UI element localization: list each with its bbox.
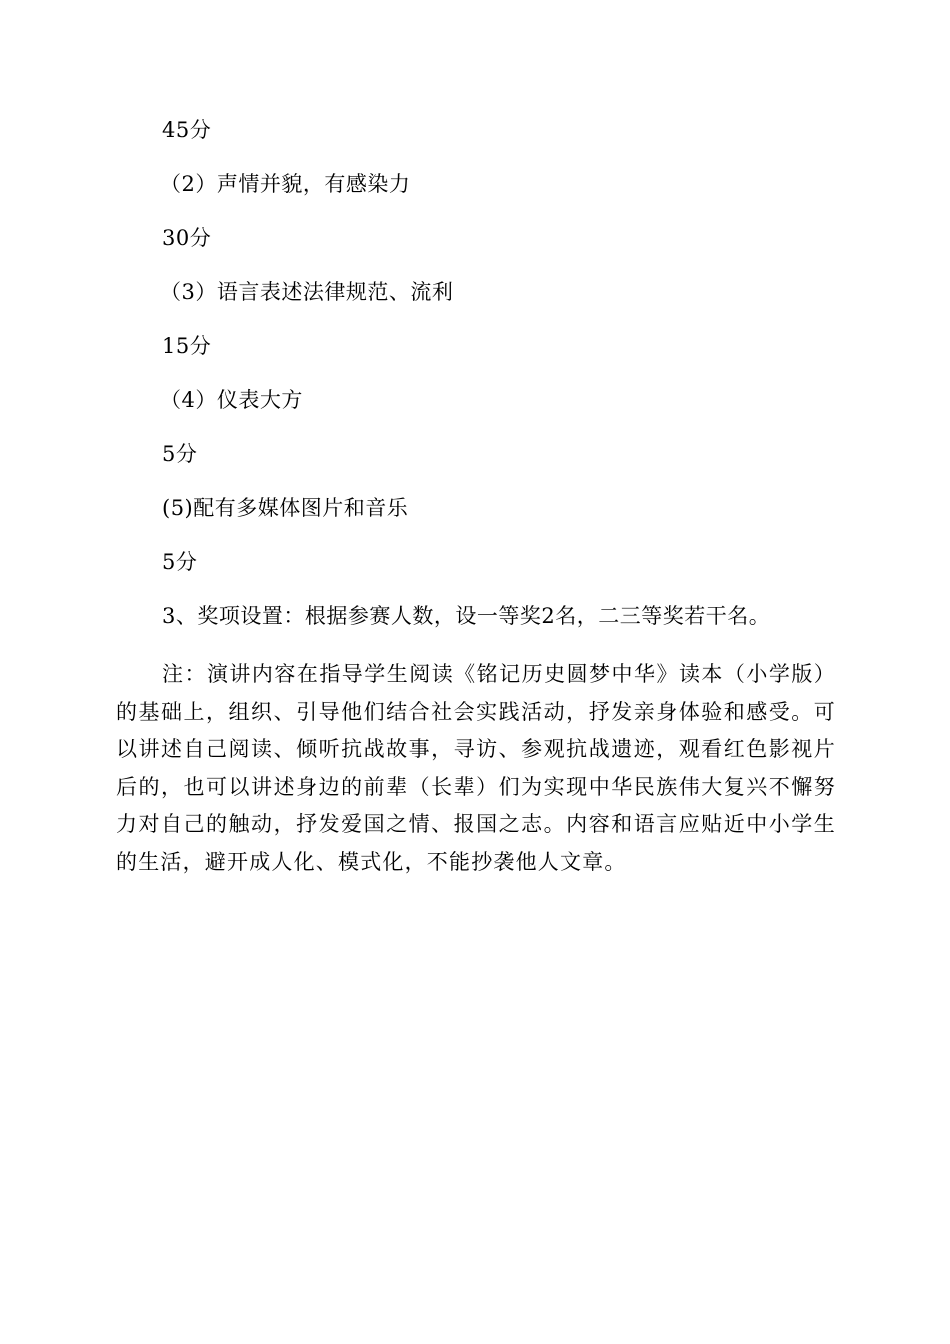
score-line-1: 45分 — [162, 118, 212, 142]
criterion-4: （4）仪表大方 — [160, 388, 303, 412]
score-line-5: 5分 — [162, 550, 198, 574]
criterion-3: （3）语言表述法律规范、流利 — [160, 280, 454, 304]
score-line-2: 30分 — [162, 226, 212, 250]
score-line-3: 15分 — [162, 334, 212, 358]
criterion-2: （2）声情并貌，有感染力 — [160, 172, 411, 196]
criterion-5: (5)配有多媒体图片和音乐 — [162, 496, 409, 520]
score-line-4: 5分 — [162, 442, 198, 466]
award-setting: 3、奖项设置：根据参赛人数，设一等奖2名，二三等奖若干名。 — [162, 604, 771, 628]
note-paragraph: 注：演讲内容在指导学生阅读《铭记历史圆梦中华》读本（小学版）的基础上，组织、引导他们结合社会实践活动，抒发亲身体验和感受。可以讲述自己阅读、倾听抗战故事，寻访、参观抗战遗迹，观看红色影视片后的，也可以讲述身边的前辈（长辈）们为实现中华民族伟大复兴不懈努力对自己的触动，抒发爱国之情、报国之志。内容和语言应贴近中小学生的生活，避开成人化、模式化，不能抄袭他人文章。 — [116, 662, 836, 874]
